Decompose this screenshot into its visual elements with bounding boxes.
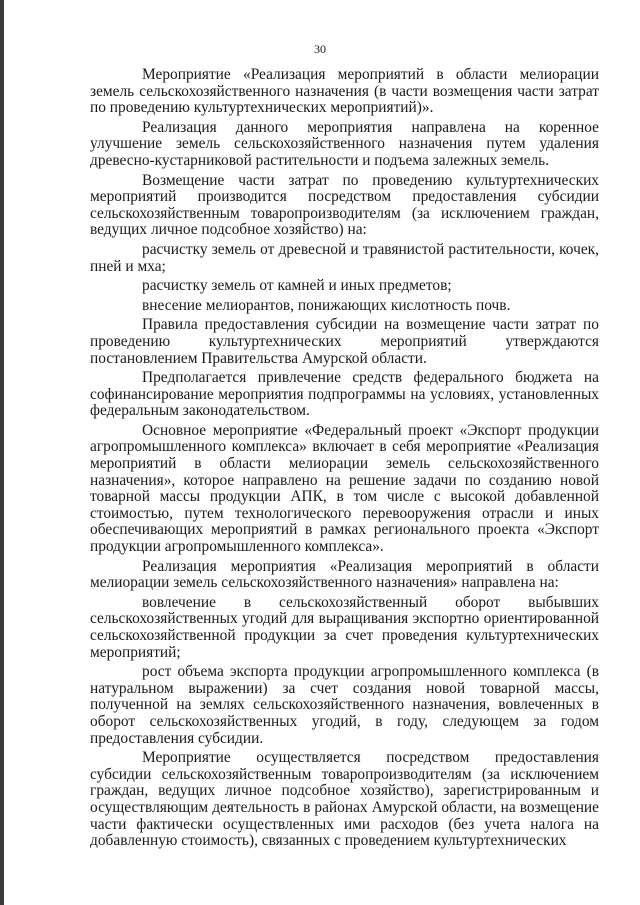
- document-body: [90, 67, 599, 853]
- paragraph-reimbursement: Возмещение части затрат по проведению культуртехнических мероприятий производится посредством предоставления субсидии сельскохозяйственным товаропроизводителям (за исключением граждан, ведущих личное подсобное хозяйство) на:: [90, 171, 599, 239]
- paragraph-export-project: Основное мероприятие «Федеральный проект «Экспорт продукции агропромышленного комплекса» включает в себя мероприятие «Реализация мероприятий в области мелиорации земель сельскохозяйственного назначения», которое направлено на решение задачи по созданию новой товарной массы продукции АПК, в том числе с высокой добавленной стоимостью, путем технологического перевооружения отрасли и иных обеспечивающих мероприятий в рамках регионального проекта «Экспорт продукции агропромышленного комплекса».: [90, 421, 599, 556]
- list-item-ameliorants: внесение мелиорантов, понижающих кислотность почв.: [142, 296, 511, 314]
- list-item-clearing-stones: расчистку земель от камней и иных предметов;: [142, 277, 452, 295]
- paragraph-subsidy-mechanism: Мероприятие осуществляется посредством предоставления субсидии сельскохозяйственным товаропроизводителям (за исключением граждан, ведущих личное подсобное хозяйство), зарегистрированным и осуществляющим деятельность в районах Амурской области, на возмещение части фактически осуществленных ими расходов (без учета налога на добавленную стоимость), связанных с проведением культуртехнических: [90, 749, 599, 850]
- scan-edge: [0, 0, 4, 905]
- paragraph-measure-title: Мероприятие «Реализация мероприятий в области мелиорации земель сельскохозяйственного назначения (в части возмещения части затрат по проведению культуртехнических мероприятий)».: [90, 66, 599, 117]
- paragraph-measure-purpose: Реализация данного мероприятия направлена на коренное улучшение земель сельскохозяйственного назначения путем удаления древесно-кустарниковой растительности и подъема залежных земель.: [90, 118, 599, 169]
- paragraph-subsidy-rules: Правила предоставления субсидии на возмещение части затрат по проведению культуртехнических мероприятий утверждаются постановлением Правительства Амурской области.: [90, 316, 599, 367]
- page-number: 30: [314, 42, 326, 56]
- list-item-clearing-vegetation: расчистку земель от древесной и травянистой растительности, кочек, пней и мха;: [90, 240, 599, 275]
- paragraph-federal-budget: Предполагается привлечение средств федерального бюджета на софинансирование мероприятия подпрограммы на условиях, установленных федеральным законодательством.: [90, 369, 599, 420]
- list-item-export-growth: рост объема экспорта продукции агропромышленного комплекса (в натуральном выражении) за счет создания новой товарной массы, полученной на землях сельскохозяйственного назначения, вовлеченных в оборот сельскохозяйственных угодий, в году, следующем за годом предоставления субсидии.: [90, 663, 599, 747]
- paragraph-implementation-aims: Реализация мероприятия «Реализация мероприятий в области мелиорации земель сельскохозяйственного назначения» направлена на:: [90, 557, 599, 592]
- list-item-land-involvement: вовлечение в сельскохозяйственный оборот выбывших сельскохозяйственных угодий для выращивания экспортно ориентированной сельскохозяйственной продукции за счет проведения культуртехнических мероприятий;: [90, 593, 599, 661]
